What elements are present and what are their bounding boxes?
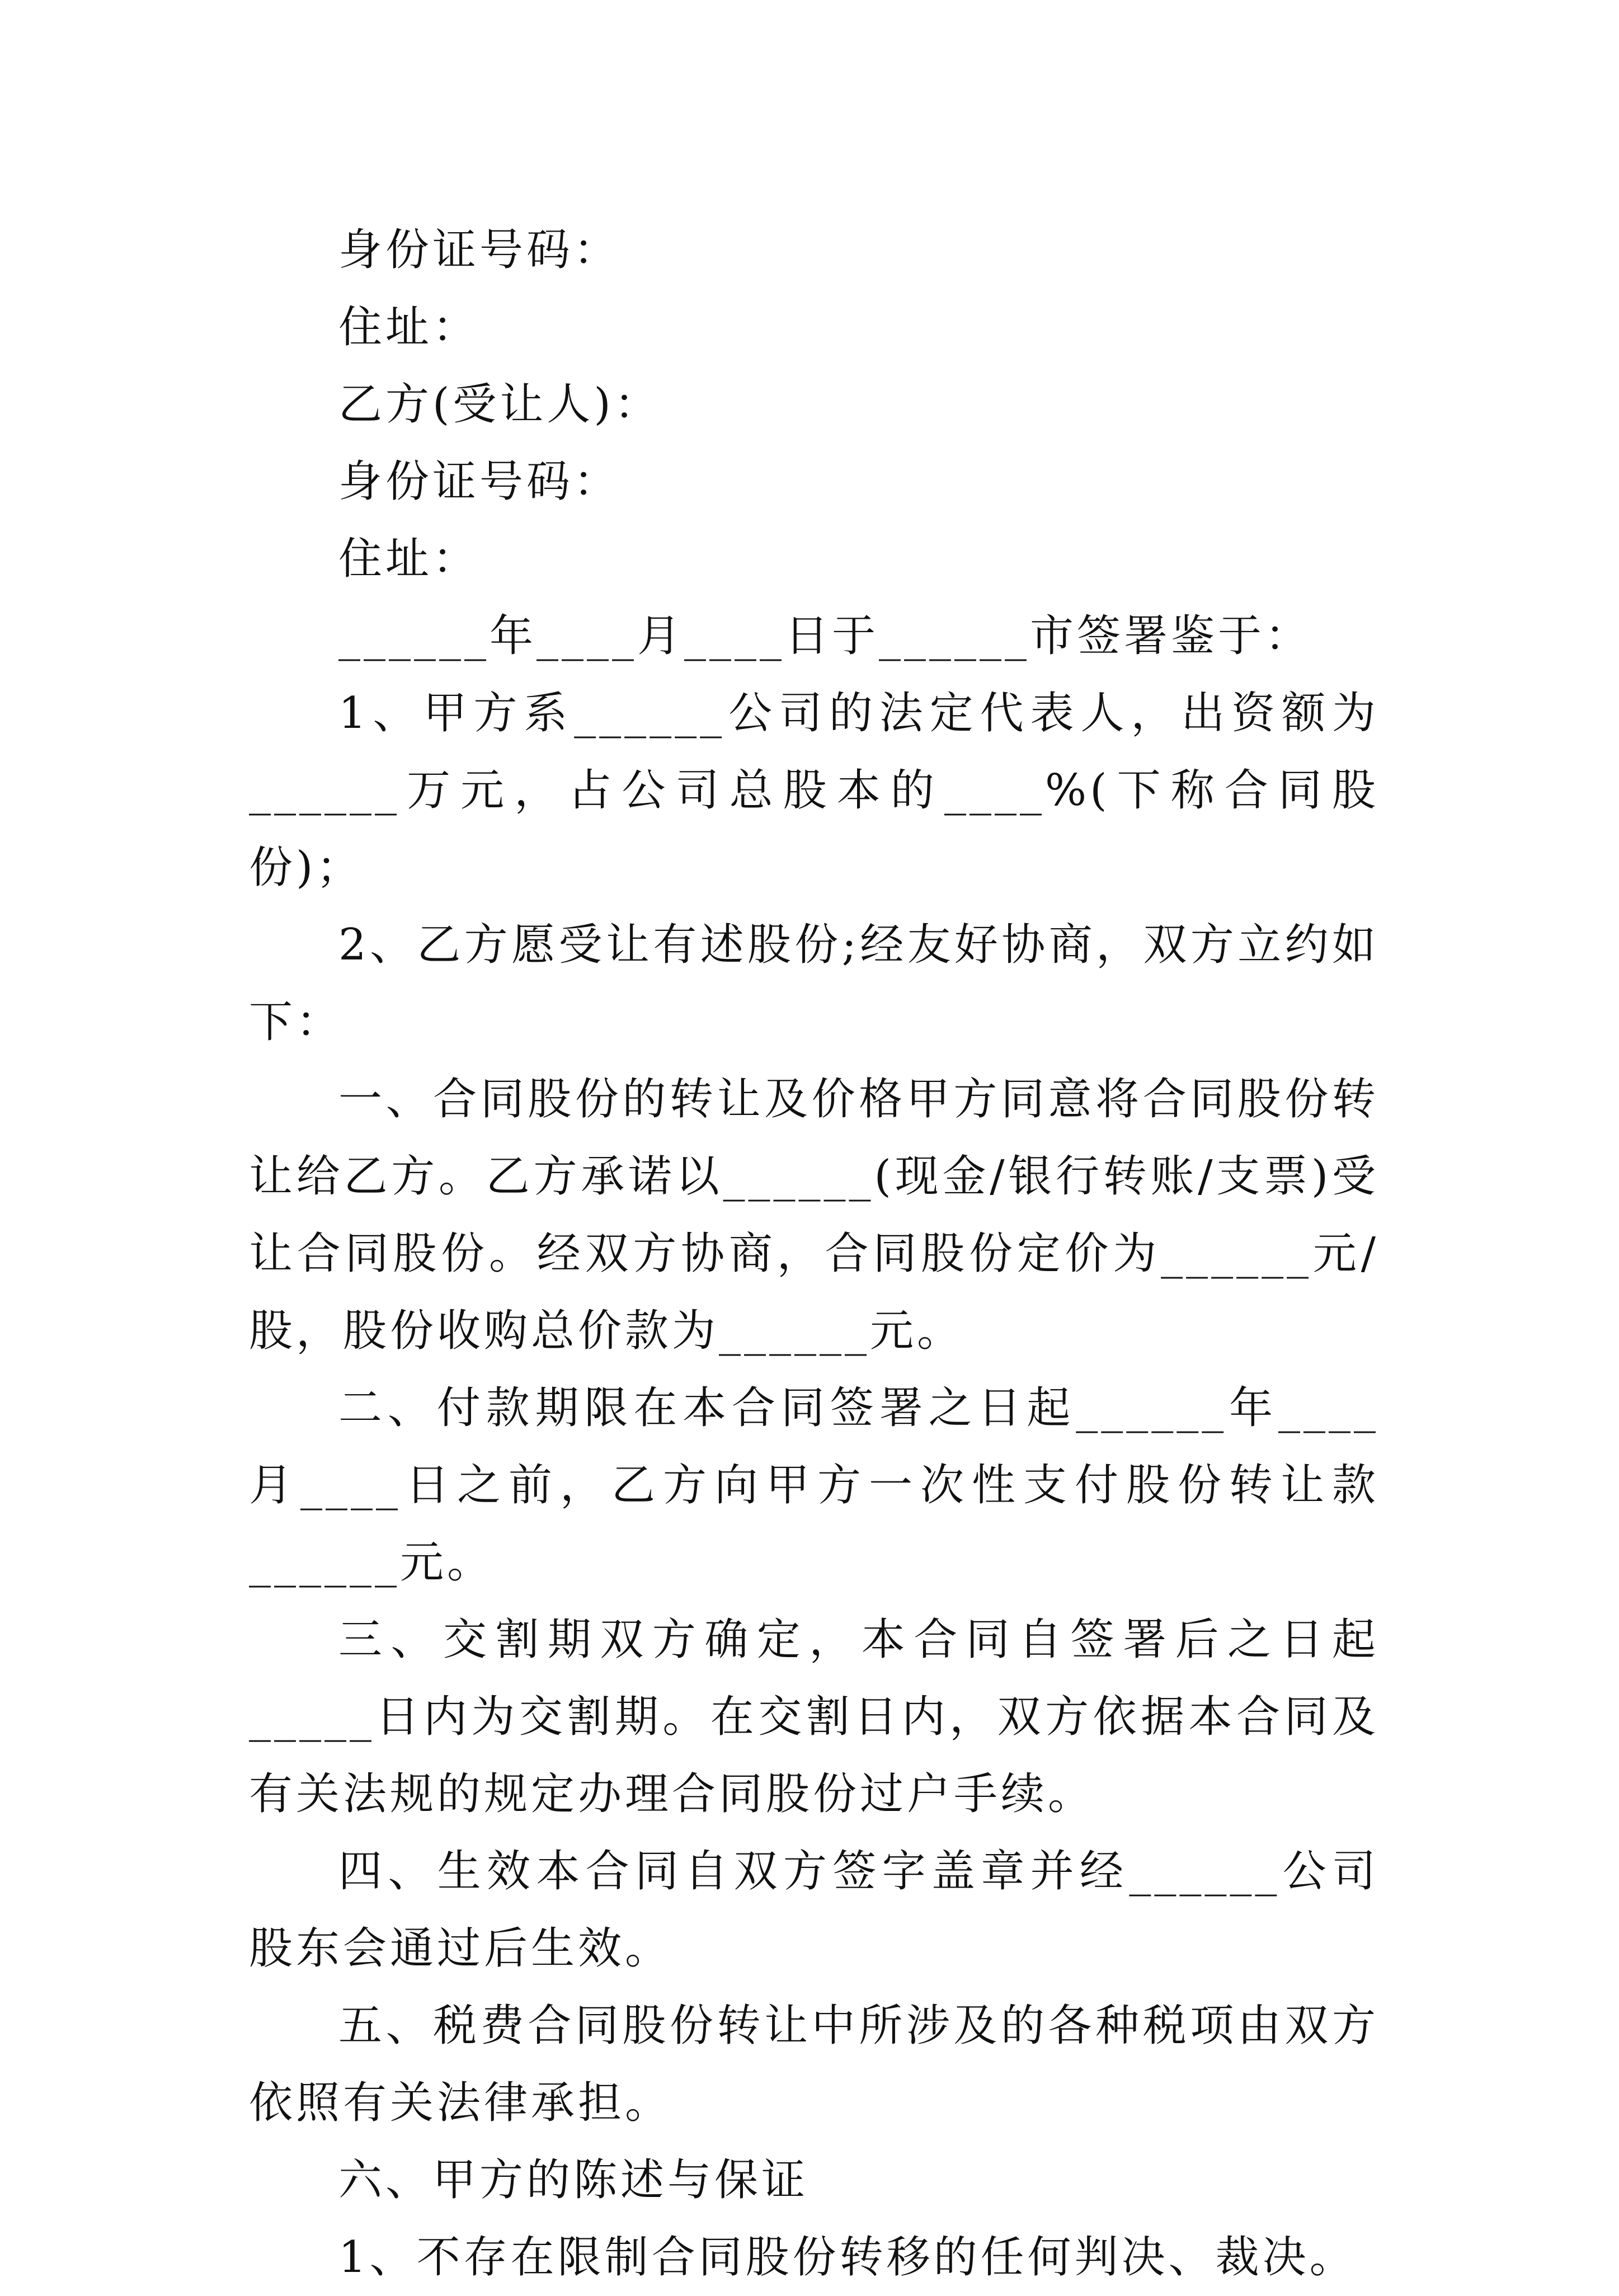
party-b-label: 乙方(受让人)：	[338, 379, 661, 430]
clause-6-item-1: 1、不存在限制合同股份转移的任何判决、裁决。	[338, 2232, 1357, 2283]
clause-6-heading: 六、甲方的陈述与保证	[338, 2155, 809, 2205]
party-b-id-number-label: 身份证号码：	[338, 457, 621, 507]
clause-1-transfer-price: 一、合同股份的转让及价格甲方同意将合同股份转让给乙方。乙方承诺以______(现金/银行转账/支票)受让合同股份。经双方协商，合同股份定价为______元/股，股份收购总价款为______元。	[249, 1074, 1379, 1356]
clause-5-taxes: 五、税费合同股份转让中所涉及的各种税项由双方依照有关法律承担。	[249, 2001, 1379, 2128]
recital-2-paragraph: 2、乙方愿受让有述股份;经友好协商，双方立约如下：	[249, 920, 1379, 1047]
clause-4-effectiveness: 四、生效本合同自双方签字盖章并经______公司股东会通过后生效。	[249, 1846, 1379, 1974]
party-b-address-label: 住址：	[338, 534, 480, 584]
party-a-address-label: 住址：	[338, 302, 480, 352]
clause-2-payment-term: 二、付款期限在本合同签署之日起______年____月____日之前，乙方向甲方一次性支付股份转让款______元。	[249, 1383, 1379, 1588]
recital-1-paragraph: 1、甲方系______公司的法定代表人，出资额为______万元，占公司总股本的____%(下称合同股份)；	[249, 688, 1379, 893]
party-a-id-number-label: 身份证号码：	[338, 225, 621, 275]
document-body	[249, 211, 1379, 2296]
clause-3-delivery-period: 三、交割期双方确定，本合同自签署后之日起_____日内为交割期。在交割日内，双方依据本合同及有关法规的规定办理合同股份过户手续。	[249, 1615, 1379, 1819]
signing-date-line: ______年____月____日于______市签署鉴于：	[338, 611, 1312, 661]
